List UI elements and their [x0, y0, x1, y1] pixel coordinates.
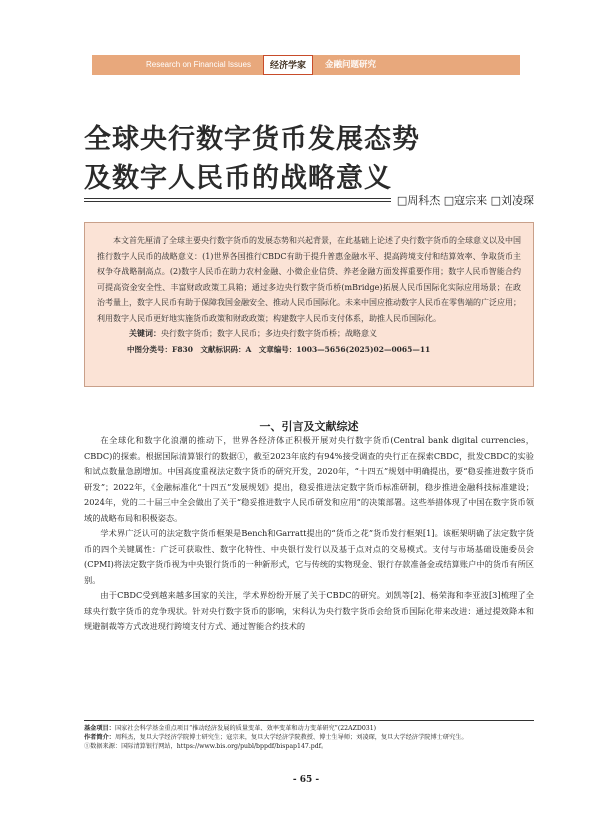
section-heading: 一、引言及文献综述 — [259, 420, 359, 433]
keywords-label: 关键词： — [129, 328, 161, 338]
classification: 中图分类号：F830 文献标识码：A 文章编号：1003—5656(2025)02—0065—11 — [127, 344, 431, 354]
author-label: 作者简介： — [84, 734, 115, 741]
body-text — [84, 433, 534, 635]
title-line-2: 及数字人民币的战略意义 — [84, 163, 392, 194]
header-column: 金融问题研究 — [313, 55, 520, 75]
article-title — [84, 120, 420, 198]
page-number: - 65 - — [292, 775, 320, 785]
header-journal: 经济学家 — [263, 55, 313, 75]
fund-label: 基金项目： — [84, 725, 115, 732]
author-note — [84, 733, 534, 742]
keywords — [97, 326, 521, 342]
keywords-text: 央行数字货币；数字人民币；多边央行数字货币桥；战略意义 — [161, 329, 377, 338]
paragraph: 由于CBDC受到越来越多国家的关注，学术界纷纷开展了关于CBDC的研究。刘凯等[2]、杨荣海和李亚波[3]梳理了全球央行数字货币的竞争现状。针对央行数字货币的影响，宋科认为央行数字货币会给货币国际化带来改进：通过提效降本和规避制裁等方式改进现行跨境支付方式、通过智能合约技术的 — [84, 590, 534, 631]
paragraph: 学术界广泛认可的法定数字货币框架是Bench和Garratt提出的“货币之花”货币发行框架[1]。该框架明确了法定数字货币的四个关键属性：广泛可获取性、数字化特性、中央银行发行以及基于点对点的交易模式。支付与市场基础设施委员会(CPMI)将法定数字货币视为中央银行货币的一种新形式，它与传统的实物现金、银行存款准备金或结算账户中的货币有所区别。 — [84, 528, 534, 585]
paragraph: 在全球化和数字化浪潮的推动下，世界各经济体正积极开展对央行数字货币(Central bank digital currencies，CBDC)的探索。根据国际清算银行的数据①，截至2023年底约有94%接受调查的央行正在探索CBDC，批发CBDC的实验和试点数量急剧增加。中国高度重视法定数字货币的研究开发，2020年，“十四五”规划中明确提出，要“稳妥推进数字货币研发”；2022年，《金融标准化“十四五”发展规划》提出，稳妥推进法定数字货币标准研制，稳步推进金融科技标准建设；2024年，党的二十届三中全会做出了关于“稳妥推进数字人民币研发和应用”的决策部署。这些举措体现了中国在数字货币领域的战略布局和积极姿态。 — [84, 435, 534, 523]
footnote-1: ①数据来源：国际清算银行网站，https://www.bis.org/publ/bppdf/bispap147.pdf。 — [84, 743, 328, 750]
fund-text: 国家社会科学基金重点项目“推动经济发展的质量变革、效率变革和动力变革研究”(22AZD031) — [114, 725, 377, 732]
title-line-1: 全球央行数字货币发展态势 — [84, 124, 420, 155]
fund-note — [84, 724, 534, 733]
author-rule — [84, 198, 391, 202]
running-header — [92, 55, 520, 75]
author-text: 周科杰，复旦大学经济学院博士研究生；寇宗来，复旦大学经济学院教授、博士生导师；刘凌琛，复旦大学经济学院博士研究生。 — [114, 734, 468, 741]
author-list: □周科杰 □寇宗来 □刘凌琛 — [396, 194, 534, 207]
header-english: Research on Financial Issues — [92, 55, 263, 75]
abstract-box — [84, 222, 534, 387]
abstract-text: 本文首先厘清了全球主要央行数字货币的发展态势和兴起背景，在此基础上论述了央行数字货币的全球意义以及中国推行数字人民币的战略意义：(1)世界各国推行CBDC有助于提升普惠金融水平、提高跨境支付和结算效率、争取货币主权争夺战略制高点。(2)数字人民币在助力农村金融、小微企业信贷、养老金融方面发挥重要作用；数字人民币智能合约可提高资金安全性、丰富财政政策工具箱；通过多边央行数字货币桥(mBridge)拓展人民币国际化实际应用场景；在政治考量上，数字人民币有助于保障我国金融安全、推动人民币国际化。未来中国应推动数字人民币在零售端的广泛应用；利用数字人民币更好地实施货币政策和财政政策；构建数字人民币支付体系，助推人民币国际化。 — [97, 236, 521, 323]
footnotes — [84, 720, 534, 751]
author-line — [84, 192, 534, 208]
